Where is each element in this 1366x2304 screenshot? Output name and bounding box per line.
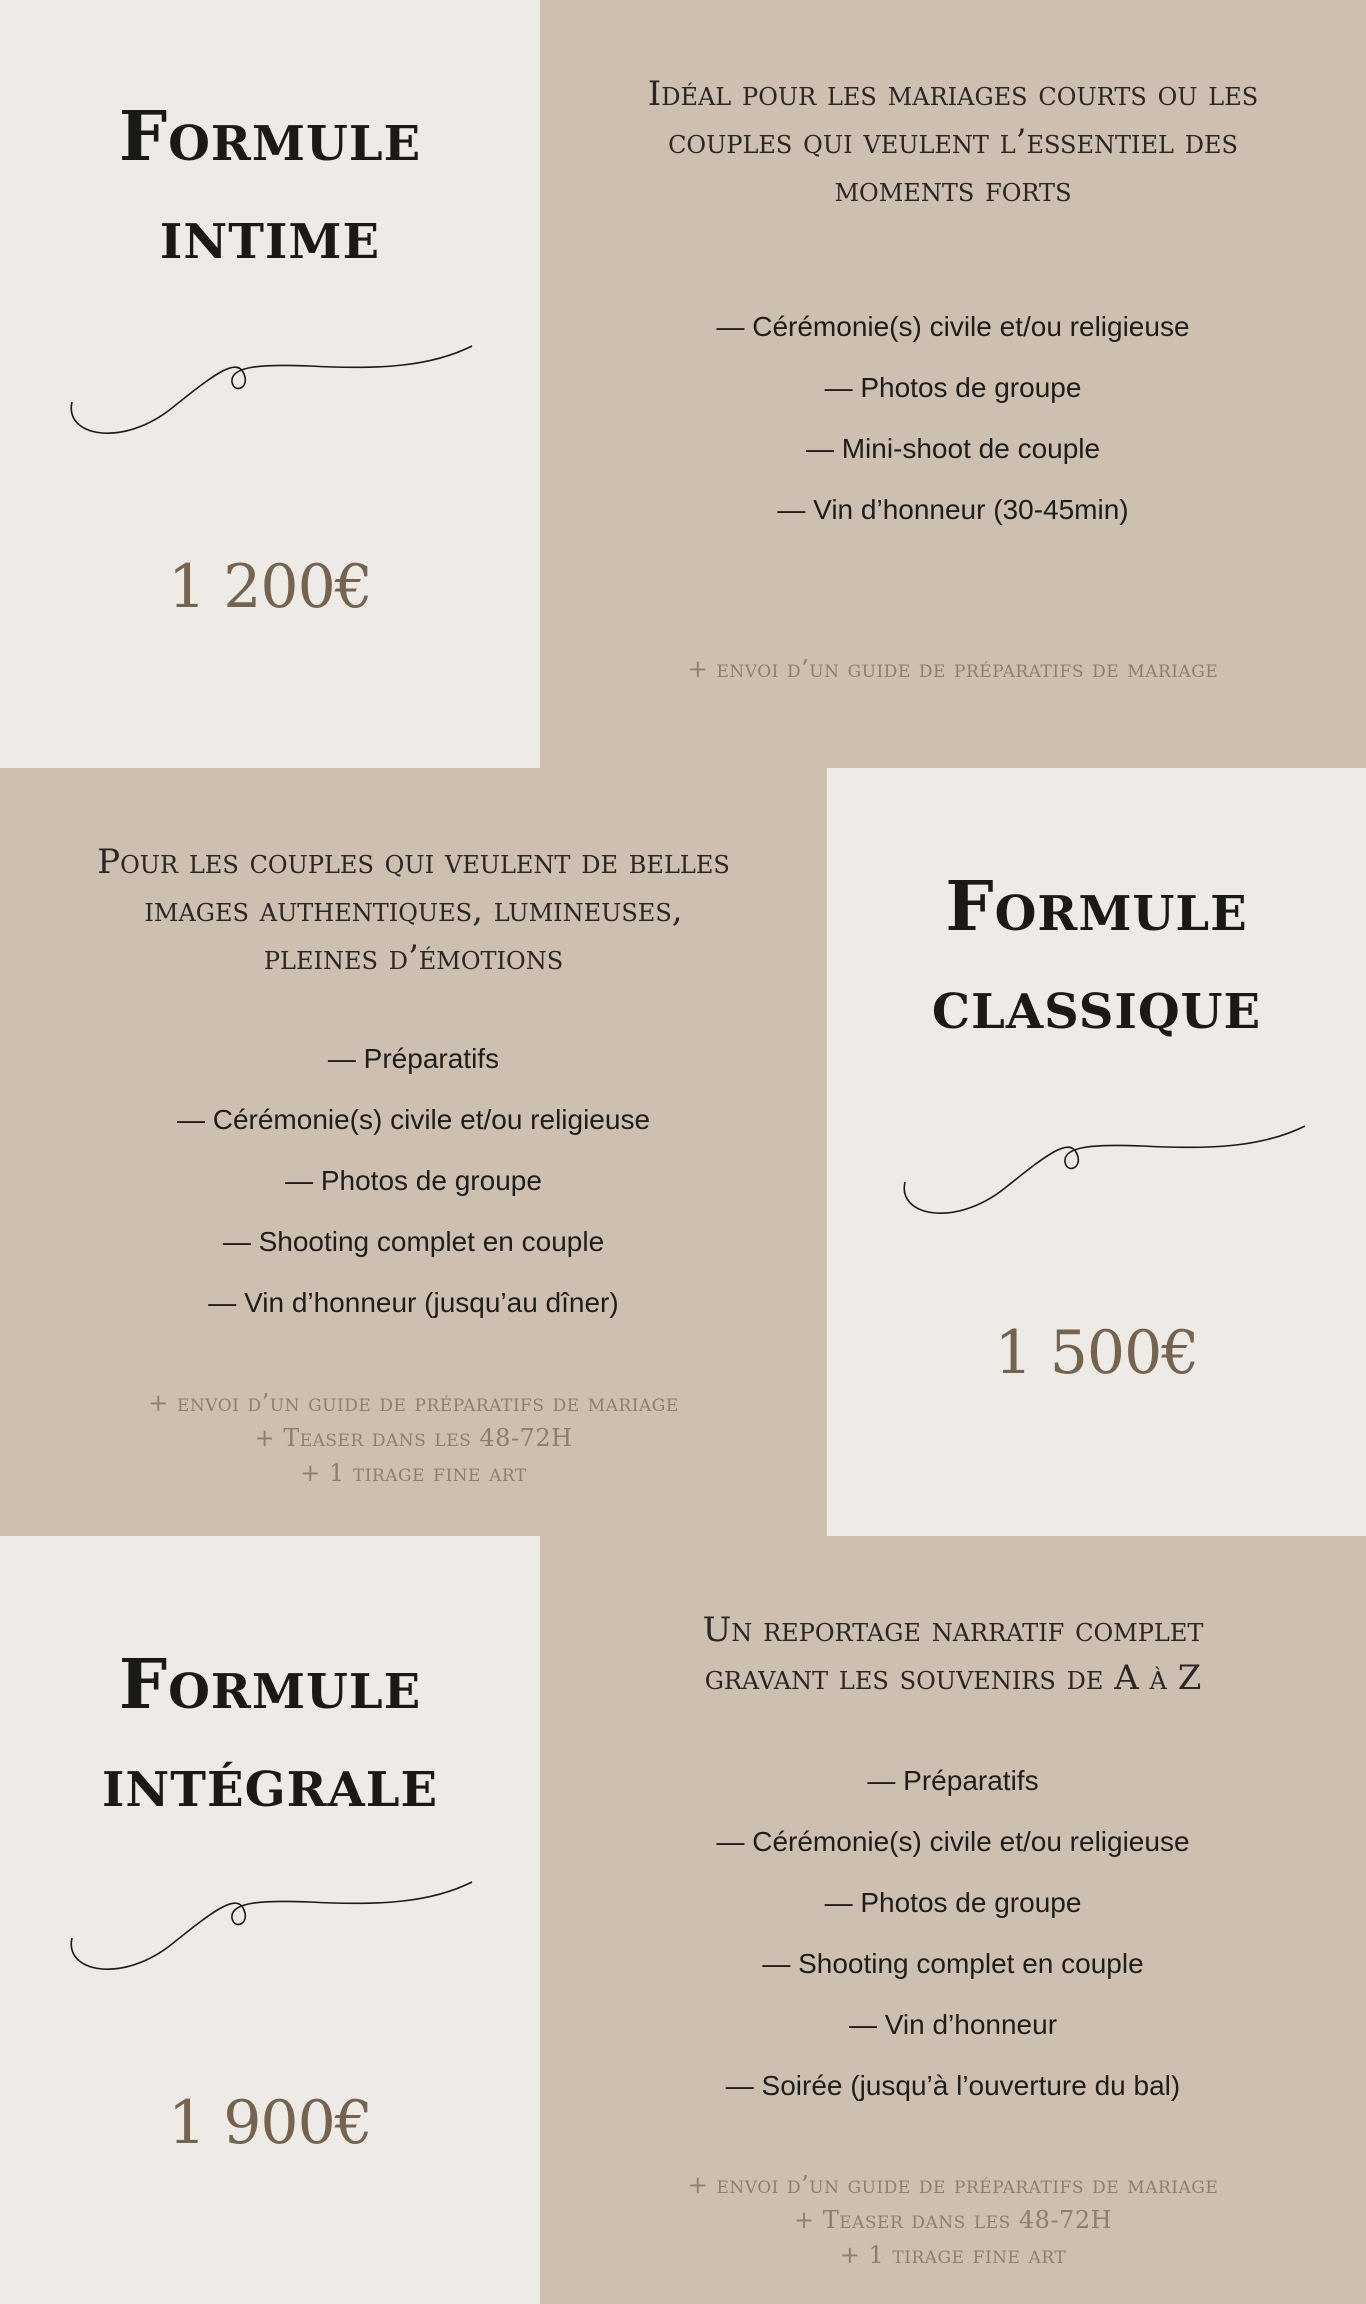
feature-item: — Shooting complet en couple [762, 1948, 1144, 1979]
formula-integrale-details-panel [540, 1536, 1366, 2304]
formula-classique-title [827, 858, 1366, 1054]
formula-classique-title-line1: Formule [945, 867, 1248, 947]
formula-classique-tagline [0, 838, 827, 982]
feature-item: — Vin d’honneur (jusqu’au dîner) [208, 1287, 619, 1318]
formula-intime-details-panel [540, 0, 1366, 768]
feature-item: — Photos de groupe [824, 372, 1082, 403]
formula-intime-title [0, 88, 540, 284]
formula-integrale-price: 1 900€ [168, 2088, 372, 2158]
formula-integrale-tagline [540, 1606, 1366, 1702]
tagline-line: pleines d’émotions [263, 938, 564, 978]
tagline-line: Un reportage narratif complet [702, 1610, 1204, 1650]
flourish-ornament [62, 1872, 482, 1982]
extra-item: + envoi d’un guide de préparatifs de mariage [148, 1389, 679, 1417]
formula-integrale-title-panel [0, 1536, 540, 2304]
formula-integrale-title-line2: intégrale [101, 1743, 439, 1823]
formula-classique-extras [0, 1386, 827, 1491]
formula-classique-price: 1 500€ [994, 1318, 1199, 1388]
feature-item: — Cérémonie(s) civile et/ou religieuse [716, 1826, 1190, 1857]
tagline-line: couples qui veulent l’essentiel des [668, 122, 1238, 162]
formula-classique-features [0, 1028, 827, 1333]
formula-classique-details-panel [0, 768, 827, 1536]
tagline-line: moments forts [834, 170, 1072, 210]
formula-intime-section [0, 0, 1366, 768]
extra-item: + Teaser dans les 48-72H [254, 1424, 573, 1452]
tagline-line: images authentiques, lumineuses, [144, 890, 683, 930]
feature-item: — Préparatifs [327, 1043, 500, 1074]
tagline-line: Pour les couples qui veulent de belles [97, 842, 730, 882]
extra-item: + Teaser dans les 48-72H [793, 2206, 1113, 2234]
formula-classique-title-panel [827, 768, 1366, 1536]
flourish-ornament [895, 1116, 1315, 1226]
extra-item: + 1 tirage fine art [300, 1459, 527, 1487]
flourish-ornament [62, 336, 482, 446]
formula-integrale-section [0, 1536, 1366, 2304]
formula-intime-title-line2: intime [159, 195, 381, 275]
extra-item: + envoi d’un guide de préparatifs de mariage [687, 655, 1219, 683]
formula-intime-tagline [540, 70, 1366, 214]
formula-integrale-title [0, 1636, 540, 1832]
formula-intime-title-line1: Formule [118, 97, 422, 177]
tagline-line: Idéal pour les mariages courts ou les [647, 74, 1259, 114]
formula-intime-title-panel [0, 0, 540, 768]
formula-intime-features [540, 296, 1366, 540]
feature-item: — Soirée (jusqu’à l’ouverture du bal) [725, 2070, 1181, 2101]
feature-item: — Mini-shoot de couple [805, 433, 1101, 464]
feature-item: — Cérémonie(s) civile et/ou religieuse [716, 311, 1190, 342]
tagline-line: gravant les souvenirs de A à Z [704, 1658, 1202, 1698]
extra-item: + envoi d’un guide de préparatifs de mariage [687, 2171, 1219, 2199]
formula-integrale-features [540, 1750, 1366, 2116]
formula-integrale-title-line1: Formule [118, 1645, 422, 1725]
feature-item: — Préparatifs [867, 1765, 1039, 1796]
formula-classique-title-line2: classique [931, 965, 1262, 1045]
formula-intime-extras [540, 652, 1366, 687]
formula-classique-section [0, 768, 1366, 1536]
feature-item: — Photos de groupe [285, 1165, 542, 1196]
extra-item: + 1 tirage fine art [839, 2241, 1067, 2269]
feature-item: — Shooting complet en couple [222, 1226, 605, 1257]
feature-item: — Vin d’honneur [848, 2009, 1058, 2040]
feature-item: — Photos de groupe [824, 1887, 1082, 1918]
feature-item: — Vin d’honneur (30-45min) [777, 494, 1129, 525]
feature-item: — Cérémonie(s) civile et/ou religieuse [176, 1104, 651, 1135]
formula-integrale-extras [540, 2168, 1366, 2273]
formula-intime-price: 1 200€ [168, 552, 372, 622]
